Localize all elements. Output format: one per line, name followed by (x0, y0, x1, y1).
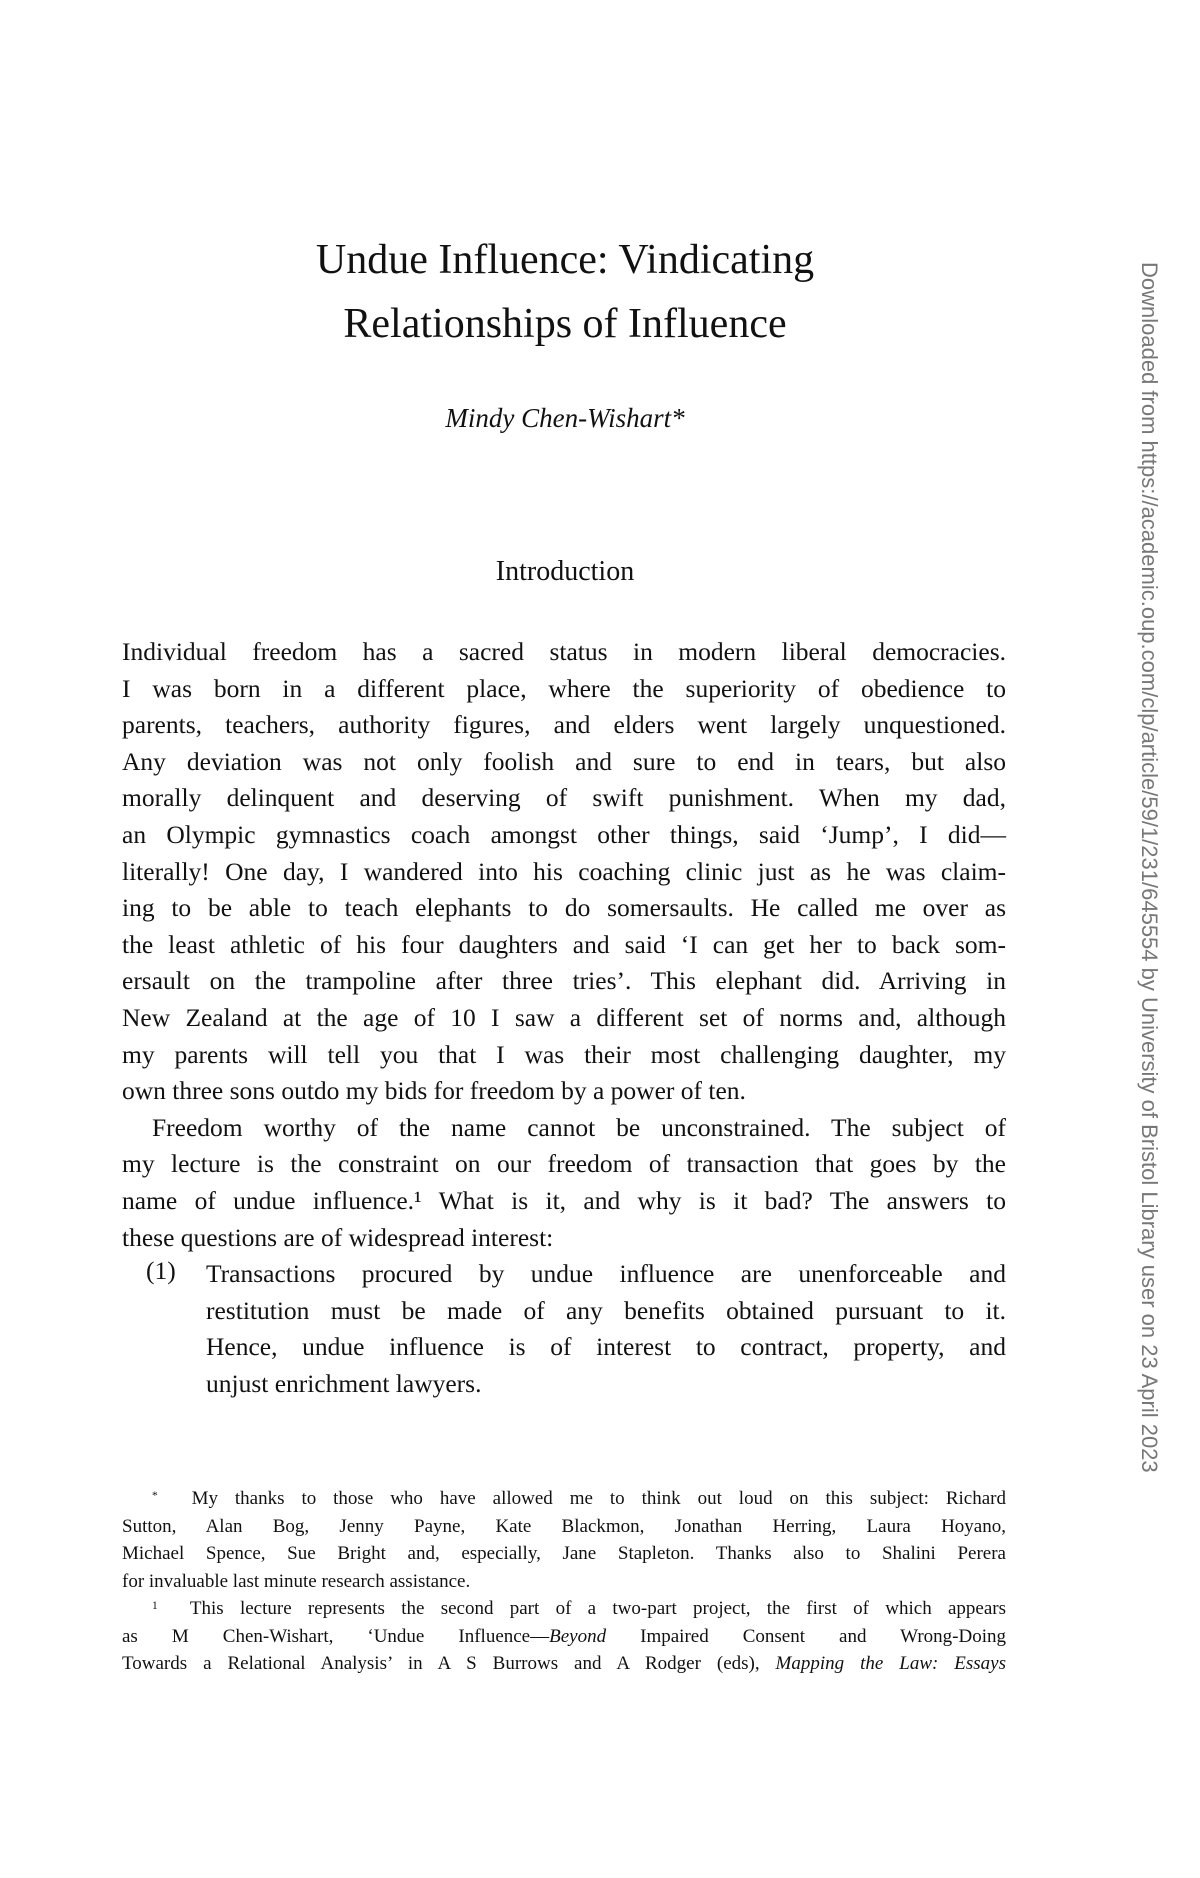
footnote-line (122, 1595, 1006, 1623)
text-line: Transactions procured by undue influence are unenforceable and (206, 1259, 1006, 1289)
text-line: Hence, undue influence is of interest to contract, property, and (206, 1332, 1006, 1362)
download-watermark: Downloaded from https://academic.oup.com/clp/article/59/1/231/645554 by University of Bristol Library user on 23 April 2023 (1137, 262, 1162, 1473)
body-text (122, 634, 1006, 1402)
text-line: name of undue influence.¹ What is it, and why is it bad? The answers to (122, 1185, 1006, 1215)
footnote-marker: 1 (152, 1600, 158, 1612)
footnote-italic: Mapping the Law: Essays (775, 1653, 1006, 1674)
text-line: own three sons outdo my bids for freedom by a power of ten. (122, 1076, 746, 1106)
text-line: ing to be able to teach elephants to do somersaults. He called me over as (122, 893, 1006, 923)
footnote-text: Towards a Relational Analysis’ in A S Burrows and A Rodger (eds), (122, 1653, 776, 1674)
text-line: I was born in a different place, where the superiority of obedience to (122, 673, 1006, 703)
list-item-text (122, 1256, 1006, 1402)
footnote-star (122, 1485, 1006, 1595)
title-line: Undue Influence: Vindicating (315, 237, 815, 283)
footnote-text: for invaluable last minute research assistance. (122, 1570, 471, 1592)
article-title (0, 228, 1130, 356)
footnotes (122, 1485, 1006, 1678)
text-line: New Zealand at the age of 10 I saw a different set of norms and, although (122, 1002, 1006, 1032)
text-line: an Olympic gymnastics coach amongst other things, said ‘Jump’, I did— (122, 819, 1006, 849)
text-line: restitution must be made of any benefits obtained pursuant to it. (206, 1295, 1006, 1325)
text-line: Any deviation was not only foolish and sure to end in tears, but also (122, 746, 1006, 776)
footnote-1 (122, 1595, 1006, 1678)
text-line: literally! One day, I wandered into his coaching clinic just as he was claim- (122, 856, 1006, 886)
text-line: parents, teachers, authority figures, and elders went largely unquestioned. (122, 710, 1006, 740)
section-heading: Introduction (495, 556, 635, 587)
footnote-text: Impaired Consent and Wrong-Doing (606, 1625, 1006, 1647)
footnote-text: My thanks to those who have allowed me to think out loud on this subject: Richard (191, 1488, 1007, 1509)
footnote-italic: Beyond (549, 1625, 607, 1647)
footnote-line (122, 1568, 1006, 1596)
footnote-line (122, 1540, 1006, 1568)
footnote-text: Sutton, Alan Bog, Jenny Payne, Kate Blackmon, Jonathan Herring, Laura Hoyano, (122, 1515, 1006, 1537)
text-line: my parents will tell you that I was their most challenging daughter, my (122, 1039, 1006, 1069)
text-line: Individual freedom has a sacred status in modern liberal democracies. (122, 637, 1006, 666)
footnote-text: as M Chen-Wishart, ‘Undue Influence— (122, 1625, 550, 1647)
text-line: ersault on the trampoline after three tries’. This elephant did. Arriving in (122, 966, 1006, 996)
text-line: morally delinquent and deserving of swift punishment. When my dad, (122, 783, 1006, 813)
text-line: the least athletic of his four daughters and said ‘I can get her to back som- (122, 929, 1006, 959)
footnote-text: This lecture represents the second part of a two-part project, the first of which appears (189, 1598, 1006, 1619)
footnote-line (122, 1513, 1006, 1541)
author-name: Mindy Chen-Wishart* (445, 403, 685, 433)
text-line: unjust enrichment lawyers. (206, 1368, 482, 1398)
footnote-line (122, 1623, 1006, 1651)
text-line: my lecture is the constraint on our freedom of transaction that goes by the (122, 1149, 1006, 1179)
text-line: Freedom worthy of the name cannot be unconstrained. The subject of (152, 1112, 1006, 1142)
footnote-text: Michael Spence, Sue Bright and, especially, Jane Stapleton. Thanks also to Shalini Perera (122, 1543, 1006, 1564)
footnote-marker: * (152, 1490, 158, 1502)
list-item (122, 1256, 1006, 1402)
paragraph-1 (122, 634, 1006, 1110)
title-line: Relationships of Influence (343, 301, 787, 347)
text-line: these questions are of widespread interest: (122, 1222, 554, 1252)
footnote-line (122, 1485, 1006, 1513)
list-number: (1) (146, 1256, 176, 1286)
paragraph-2 (122, 1110, 1006, 1256)
footnote-line (122, 1650, 1006, 1678)
